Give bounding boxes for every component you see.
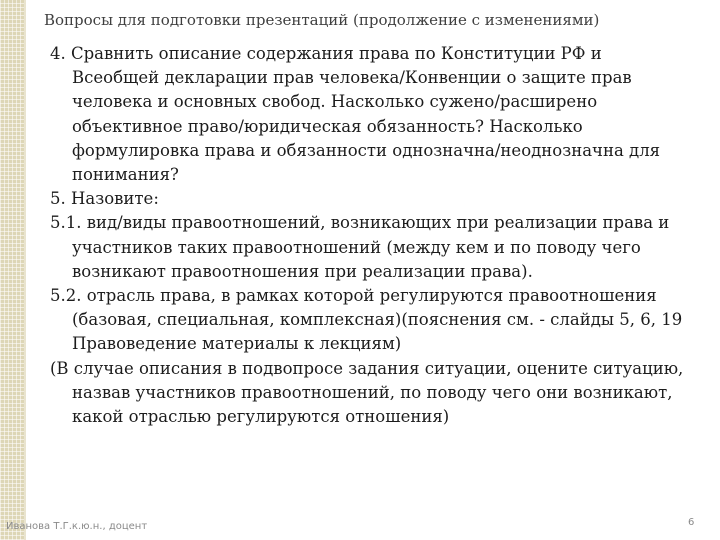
paragraph-question-5: 5. Назовите: xyxy=(50,189,159,209)
footer-author: Иванова Т.Г.к.ю.н., доцент xyxy=(6,521,148,532)
strip-divider xyxy=(24,0,26,540)
page-number: 6 xyxy=(688,517,695,528)
paragraph-question-4: 4. Сравнить описание содержания права по Конституции РФ и Всеобщей декларации прав человека/Конвенции о защите прав человека и основных свобод. Насколько сужено/расширено объективное право/юридическая обязанность? Насколько формулировка права и обязанности однозначна/неоднозначна для понимания? xyxy=(50,44,661,185)
paragraph-question-5-2: 5.2. отрасль права, в рамках которой регулируются правоотношения (базовая, специальная, комплексная)(пояснения см. - слайды 5, 6, 19 Правоведение материалы к лекциям) xyxy=(50,286,683,354)
decorative-side-strip xyxy=(0,0,24,540)
paragraph-question-5-1: 5.1. вид/виды правоотношений, возникающих при реализации права и участников таких правоотношений (между кем и по поводу чего возникают правоотношения при реализации права). xyxy=(50,213,670,281)
slide-title: Вопросы для подготовки презентаций (продолжение с изменениями) xyxy=(44,11,600,29)
paragraph-note: (В случае описания в подвопросе задания ситуации, оцените ситуацию, назвав участников правоотношений, по поводу чего они возникают, какой отраслью регулируются отношения) xyxy=(50,358,684,427)
slide-body xyxy=(50,42,686,429)
